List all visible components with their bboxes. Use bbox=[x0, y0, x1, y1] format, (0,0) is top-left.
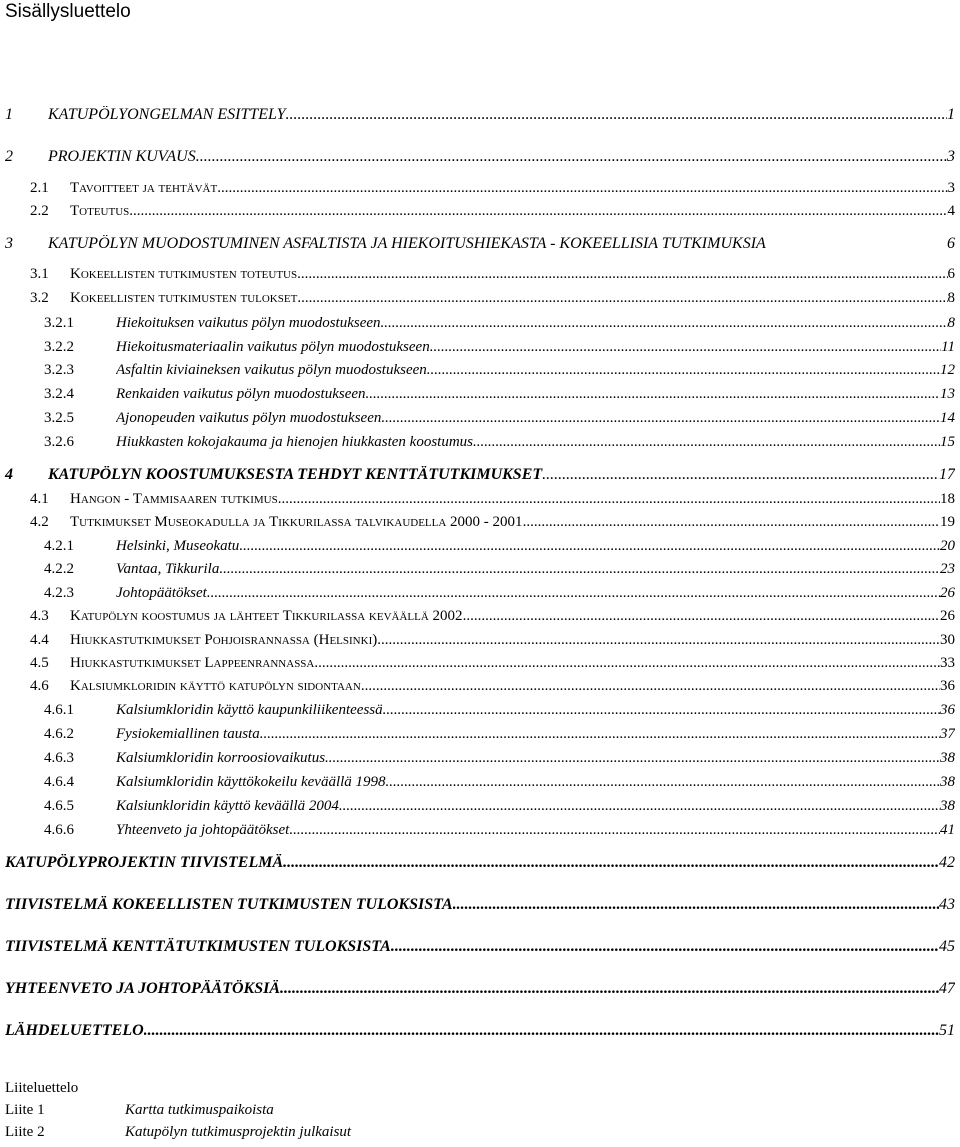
toc-entry-number: 4.1 bbox=[30, 491, 49, 507]
toc-leader-dots bbox=[283, 854, 939, 872]
toc-entry-number: 3.2.1 bbox=[44, 315, 74, 331]
toc-leader-dots bbox=[314, 655, 940, 672]
toc-entry-title: Kalsiumkloridin käyttö katupölyn sidontaan bbox=[70, 678, 361, 694]
toc-leader-dots bbox=[339, 798, 940, 815]
toc-entry[interactable] bbox=[0, 608, 960, 630]
toc-entry[interactable] bbox=[0, 798, 960, 820]
toc-entry-title: Kalsiumkloridin käyttö kaupunkiliikenteessä bbox=[116, 702, 383, 718]
toc-entry-title: Asfaltin kiviaineksen vaikutus pölyn muodostukseen bbox=[116, 362, 427, 378]
toc-entry-number: 3.2.3 bbox=[44, 362, 74, 378]
toc-leader-dots bbox=[391, 938, 939, 956]
toc-leader-dots bbox=[219, 561, 940, 578]
toc-entry-title: Yhteenveto ja johtopäätökset bbox=[116, 822, 290, 838]
toc-entry-page: 45 bbox=[939, 938, 955, 955]
toc-leader-dots bbox=[361, 678, 940, 695]
toc-entry[interactable] bbox=[0, 466, 960, 488]
toc-entry-title: KATUPÖLYN KOOSTUMUKSESTA TEHDYT KENTTÄTUTKIMUKSET bbox=[48, 466, 543, 483]
toc-entry-title: TIIVISTELMÄ KOKEELLISTEN TUTKIMUSTEN TULOKSISTA bbox=[5, 896, 453, 913]
toc-entry-number: 4.2 bbox=[30, 514, 49, 530]
toc-entry[interactable] bbox=[0, 561, 960, 583]
toc-entry[interactable] bbox=[0, 726, 960, 748]
toc-entry-title: Fysiokemiallinen tausta bbox=[116, 726, 260, 742]
toc-entry-title: Hiekoituksen vaikutus pölyn muodostukseen bbox=[116, 315, 381, 331]
toc-entry-title: Kalsiunkloridin käyttö keväällä 2004 bbox=[116, 798, 339, 814]
toc-entry[interactable] bbox=[0, 774, 960, 796]
toc-entry-page: 12 bbox=[940, 362, 955, 378]
toc-entry-number: 4.6 bbox=[30, 678, 49, 694]
toc-entry-page: 33 bbox=[940, 655, 955, 671]
toc-entry[interactable] bbox=[0, 702, 960, 724]
toc-leader-dots bbox=[260, 726, 940, 743]
toc-entry-page: 38 bbox=[940, 774, 955, 790]
toc-entry-title: Toteutus bbox=[70, 203, 130, 219]
appendix-id: Liite 1 bbox=[5, 1102, 45, 1118]
toc-entry-title: PROJEKTIN KUVAUS bbox=[48, 148, 196, 165]
toc-entry-number: 4 bbox=[5, 466, 13, 483]
toc-entry-title: Tutkimukset Museokadulla ja Tikkurilassa talvikaudella 2000 - 2001 bbox=[70, 514, 523, 530]
toc-entry[interactable] bbox=[0, 655, 960, 677]
toc-entry[interactable] bbox=[0, 491, 960, 513]
toc-entry[interactable] bbox=[0, 678, 960, 700]
toc-entry[interactable] bbox=[0, 1022, 960, 1044]
toc-entry-page: 26 bbox=[940, 608, 955, 624]
toc-entry-page: 3 bbox=[947, 180, 955, 196]
toc-entry-page: 4 bbox=[947, 203, 955, 219]
toc-entry[interactable] bbox=[0, 514, 960, 536]
toc-entry-page: 51 bbox=[939, 1022, 955, 1039]
toc-leader-dots bbox=[523, 514, 940, 531]
toc-entry-title: Johtopäätökset bbox=[116, 585, 207, 601]
toc-entry-title: Hiukkastutkimukset Lappeenrannassa bbox=[70, 655, 315, 671]
toc-entry-title: Hiukkastutkimukset Pohjoisrannassa (Helsinki) bbox=[70, 632, 378, 648]
toc-leader-dots bbox=[430, 339, 941, 356]
toc-entry-title: KATUPÖLYONGELMAN ESITTELY bbox=[48, 106, 286, 123]
toc-entry-page: 36 bbox=[940, 678, 955, 694]
toc-leader-dots bbox=[453, 896, 939, 914]
toc-entry-number: 3.1 bbox=[30, 266, 49, 282]
toc-entry-title: YHTEENVETO JA JOHTOPÄÄTÖKSIÄ bbox=[5, 980, 281, 997]
toc-entry[interactable] bbox=[0, 632, 960, 654]
toc-entry[interactable] bbox=[0, 538, 960, 560]
toc-entry-page: 37 bbox=[940, 726, 955, 742]
toc-entry-page: 19 bbox=[940, 514, 955, 530]
toc-entry[interactable] bbox=[0, 585, 960, 607]
toc-entry-page: 13 bbox=[940, 386, 955, 402]
toc-entry-page: 3 bbox=[947, 148, 955, 165]
toc-entry-page: 8 bbox=[947, 315, 955, 331]
toc-entry-page: 11 bbox=[941, 339, 955, 355]
toc-entry-title: Vantaa, Tikkurila bbox=[116, 561, 220, 577]
toc-entry-number: 4.2.2 bbox=[44, 561, 74, 577]
toc-entry-page: 14 bbox=[940, 410, 955, 426]
toc-entry-title: Hiukkasten kokojakauma ja hienojen hiukkasten koostumus bbox=[116, 434, 473, 450]
toc-entry-number: 4.6.1 bbox=[44, 702, 74, 718]
toc-leader-dots bbox=[542, 466, 939, 484]
toc-entry[interactable] bbox=[0, 148, 960, 170]
toc-entry-page: 30 bbox=[940, 632, 955, 648]
toc-entry[interactable] bbox=[0, 386, 960, 408]
toc-entry-number: 4.5 bbox=[30, 655, 49, 671]
toc-entry[interactable] bbox=[0, 235, 960, 257]
toc-leader-dots bbox=[280, 980, 939, 998]
toc-entry-title: Katupölyn koostumus ja lähteet Tikkurilassa keväällä 2002 bbox=[70, 608, 463, 624]
toc-entry-page: 6 bbox=[947, 235, 955, 252]
toc-leader-dots bbox=[289, 822, 940, 839]
toc-entry-title: Kokeellisten tutkimusten tulokset bbox=[70, 290, 298, 306]
toc-leader-dots bbox=[129, 203, 947, 220]
toc-leader-dots bbox=[386, 774, 940, 791]
toc-entry[interactable] bbox=[0, 266, 960, 288]
page-title: Sisällysluettelo bbox=[5, 1, 131, 22]
toc-entry[interactable] bbox=[0, 980, 960, 1002]
toc-entry-number: 2.2 bbox=[30, 203, 49, 219]
toc-leader-dots bbox=[297, 290, 947, 307]
toc-entry[interactable] bbox=[0, 434, 960, 456]
toc-entry[interactable] bbox=[0, 315, 960, 337]
toc-leader-dots bbox=[463, 608, 940, 625]
toc-entry[interactable] bbox=[0, 180, 960, 202]
toc-entry-number: 4.3 bbox=[30, 608, 49, 624]
toc-leader-dots bbox=[325, 750, 940, 767]
toc-entry-title: LÄHDELUETTELO bbox=[5, 1022, 144, 1039]
toc-entry-title: Renkaiden vaikutus pölyn muodostukseen bbox=[116, 386, 366, 402]
toc-entry[interactable] bbox=[0, 410, 960, 432]
toc-entry-title: TIIVISTELMÄ KENTTÄTUTKIMUSTEN TULOKSISTA bbox=[5, 938, 391, 955]
toc-entry-page: 42 bbox=[939, 854, 955, 871]
toc-leader-dots bbox=[381, 315, 948, 332]
toc-entry-title: KATUPÖLYN MUODOSTUMINEN ASFALTISTA JA HIEKOITUSHIEKASTA - KOKEELLISIA TUTKIMUKSIA bbox=[48, 235, 766, 252]
toc-entry[interactable] bbox=[0, 106, 960, 128]
toc-entry-page: 15 bbox=[940, 434, 955, 450]
toc-entry-number: 4.2.3 bbox=[44, 585, 74, 601]
toc-entry-page: 17 bbox=[939, 466, 955, 483]
toc-leader-dots bbox=[207, 585, 940, 602]
toc-entry-number: 4.6.6 bbox=[44, 822, 74, 838]
toc-entry[interactable] bbox=[0, 854, 960, 876]
toc-entry-number: 3.2 bbox=[30, 290, 49, 306]
toc-leader-dots bbox=[144, 1022, 939, 1040]
toc-leader-dots bbox=[383, 702, 940, 719]
toc-entry-number: 4.6.5 bbox=[44, 798, 74, 814]
toc-leader-dots bbox=[473, 434, 940, 451]
toc-entry-page: 26 bbox=[940, 585, 955, 601]
toc-entry[interactable] bbox=[0, 203, 960, 225]
toc-entry-page: 18 bbox=[940, 491, 955, 507]
toc-leader-dots bbox=[239, 538, 940, 555]
toc-entry-number: 3.2.5 bbox=[44, 410, 74, 426]
toc-entry-number: 3.2.6 bbox=[44, 434, 74, 450]
toc-entry-page: 36 bbox=[940, 702, 955, 718]
toc-entry-page: 41 bbox=[940, 822, 955, 838]
toc-entry-number: 4.4 bbox=[30, 632, 49, 648]
toc-leader-dots bbox=[278, 491, 940, 508]
toc-entry[interactable] bbox=[0, 339, 960, 361]
toc-entry-title: Kokeellisten tutkimusten toteutus bbox=[70, 266, 298, 282]
toc-entry-page: 1 bbox=[947, 106, 955, 123]
toc-entry-title: Hiekoitusmateriaalin vaikutus pölyn muodostukseen bbox=[116, 339, 430, 355]
toc-entry-number: 2.1 bbox=[30, 180, 49, 196]
toc-leader-dots bbox=[285, 106, 947, 124]
toc-entry[interactable] bbox=[0, 938, 960, 960]
toc-entry-page: 6 bbox=[947, 266, 955, 282]
toc-leader-dots bbox=[377, 632, 940, 649]
toc-leader-dots bbox=[381, 410, 940, 427]
toc-entry[interactable] bbox=[0, 822, 960, 844]
toc-entry-title: Helsinki, Museokatu bbox=[116, 538, 240, 554]
toc-entry-number: 4.6.2 bbox=[44, 726, 74, 742]
toc-leader-dots bbox=[427, 362, 940, 379]
toc-entry-title: Hangon - Tammisaaren tutkimus bbox=[70, 491, 278, 507]
toc-entry-title: Kalsiumkloridin käyttökokeilu keväällä 1998 bbox=[116, 774, 386, 790]
appendix-title: Kartta tutkimuspaikoista bbox=[125, 1102, 274, 1118]
toc-leader-dots bbox=[297, 266, 947, 283]
toc-entry-number: 1 bbox=[5, 106, 13, 123]
toc-entry-page: 38 bbox=[940, 750, 955, 766]
appendix-id: Liite 2 bbox=[5, 1124, 45, 1140]
toc-entry-number: 3.2.4 bbox=[44, 386, 74, 402]
toc-entry[interactable] bbox=[0, 362, 960, 384]
toc-entry[interactable] bbox=[0, 896, 960, 918]
toc-leader-dots bbox=[217, 180, 947, 197]
toc-entry-page: 38 bbox=[940, 798, 955, 814]
toc-entry-title: KATUPÖLYPROJEKTIN TIIVISTELMÄ bbox=[5, 854, 284, 871]
toc-leader-dots bbox=[196, 148, 947, 166]
toc-entry-title: Kalsiumkloridin korroosiovaikutus bbox=[116, 750, 326, 766]
toc-entry-page: 23 bbox=[940, 561, 955, 577]
toc-entry-number: 2 bbox=[5, 148, 13, 165]
toc-entry-number: 4.2.1 bbox=[44, 538, 74, 554]
toc-leader-dots bbox=[366, 386, 940, 403]
toc-entry-title: Tavoitteet ja tehtävät bbox=[70, 180, 218, 196]
toc-entry[interactable] bbox=[0, 750, 960, 772]
toc-entry-number: 4.6.3 bbox=[44, 750, 74, 766]
appendix-heading: Liiteluettelo bbox=[5, 1080, 79, 1096]
toc-entry-number: 3.2.2 bbox=[44, 339, 74, 355]
toc-entry-page: 43 bbox=[939, 896, 955, 913]
toc-entry-number: 4.6.4 bbox=[44, 774, 74, 790]
appendix-title: Katupölyn tutkimusprojektin julkaisut bbox=[125, 1124, 352, 1140]
toc-entry-page: 47 bbox=[939, 980, 955, 997]
toc-entry-page: 8 bbox=[947, 290, 955, 306]
toc-entry-number: 3 bbox=[5, 235, 13, 252]
toc-entry-page: 20 bbox=[940, 538, 955, 554]
toc-entry-title: Ajonopeuden vaikutus pölyn muodostukseen bbox=[116, 410, 382, 426]
toc-entry[interactable] bbox=[0, 290, 960, 312]
